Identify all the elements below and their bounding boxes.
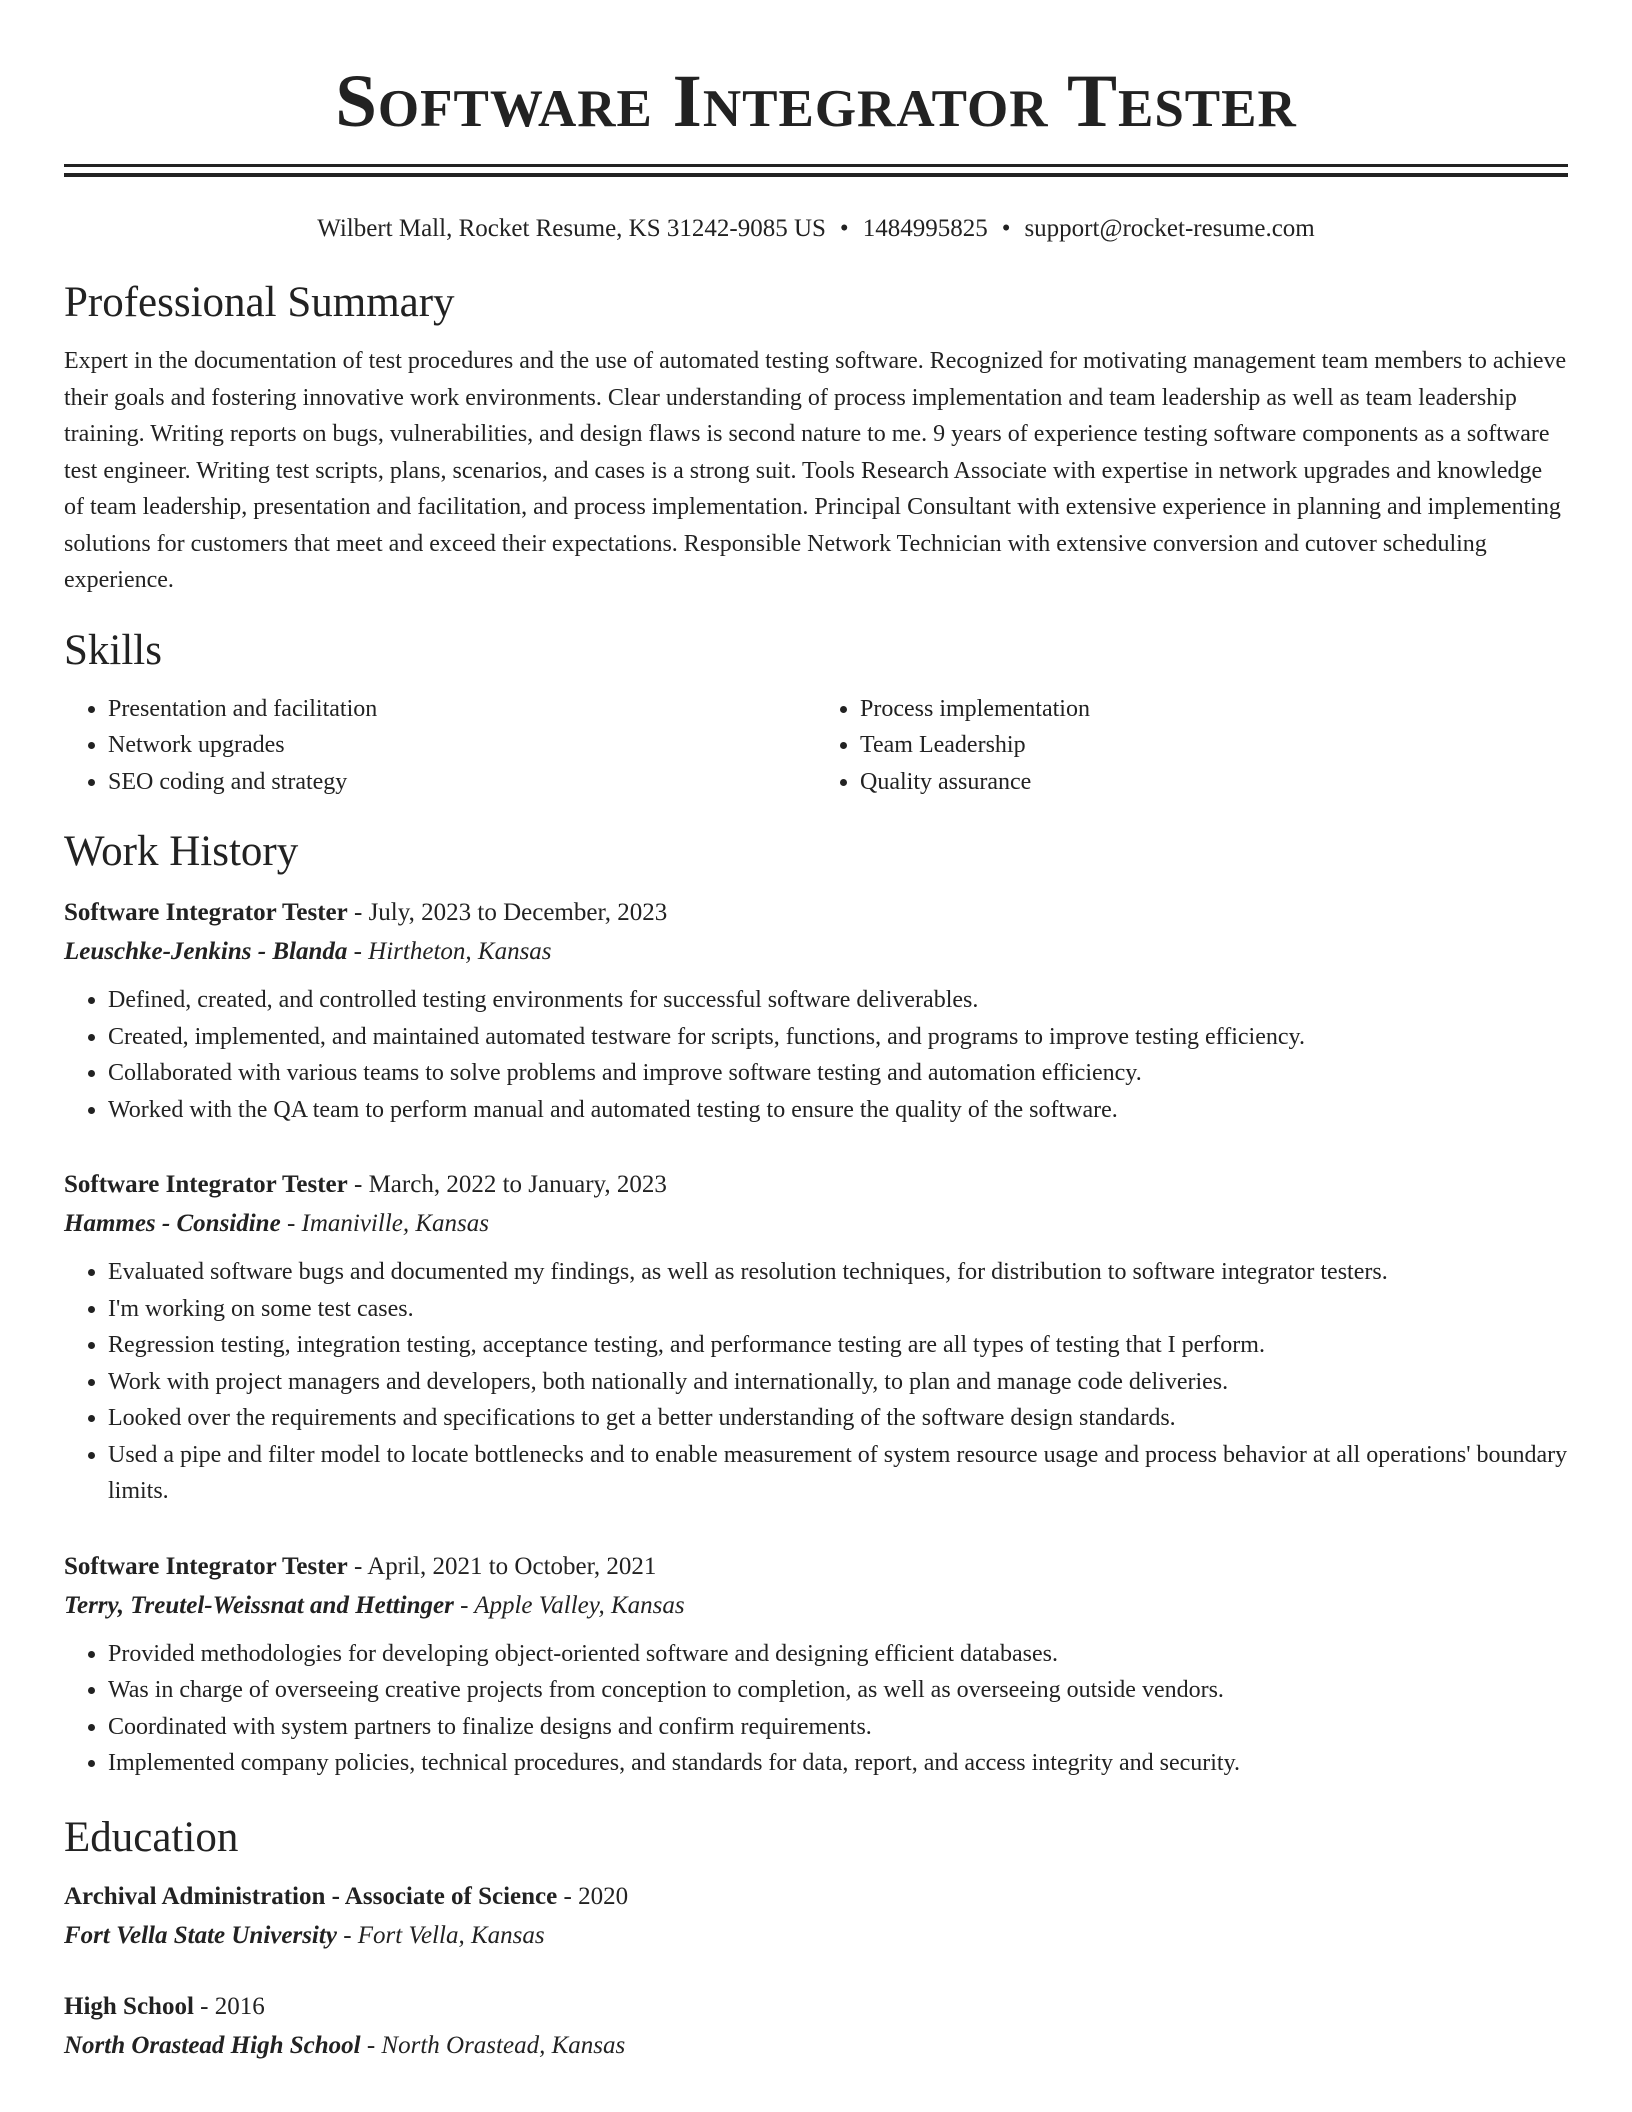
degree-line xyxy=(64,1878,1568,1916)
school-name: Fort Vella State University xyxy=(64,1921,337,1949)
job-title: Software Integrator Tester xyxy=(64,1171,348,1198)
school-line xyxy=(64,2026,1568,2066)
work-history-heading: Work History xyxy=(64,828,299,875)
job-duty: • Worked with the QA team to perform manual and automated testing to ensure the quality of the software. xyxy=(108,1092,1568,1129)
job-duties xyxy=(64,1636,1568,1782)
job-duty: • Provided methodologies for developing object-oriented software and designing efficient databases. xyxy=(108,1636,1568,1673)
company-location: - Imaniville, Kansas xyxy=(280,1210,490,1237)
skills-column-right xyxy=(816,691,1568,801)
job-dates: - April, 2021 to October, 2021 xyxy=(347,1552,657,1580)
education-entry xyxy=(64,1988,1568,2066)
summary-text: Expert in the documentation of test procedures and the use of automated testing software. Recognized for motivating management team members to achieve their goals and fostering innovative work environments. Clear understanding of process implementation and team leadership as well as team leadership training. Writing reports on bugs, vulnerabilities, and design flaws is second nature to me. 9 years of experience testing software components as a software test engineer. Writing test scripts, plans, scenarios, and cases is a strong suit. Tools Research Associate with expertise in network upgrades and knowledge of team leadership, presentation and facilitation, and process implementation. Principal Consultant with extensive experience in planning and implementing solutions for customers that meet and exceed their expectations. Responsible Network Technician with extensive conversion and cutover scheduling experience. xyxy=(64,348,1567,593)
company-location: - Hirtheton, Kansas xyxy=(347,938,552,965)
school-location: - Fort Vella, Kansas xyxy=(336,1921,545,1949)
company-name: Hammes - Considine xyxy=(64,1210,281,1237)
skills-column-left xyxy=(64,691,816,801)
job-duty: • Used a pipe and filter model to locate bottlenecks and to enable measurement of system resource usage and process behavior at all operations' boundary limits. xyxy=(108,1437,1568,1510)
skill-item: • Network upgrades xyxy=(108,727,816,764)
contact-info xyxy=(64,213,1568,245)
job-duties xyxy=(64,982,1568,1128)
company-name: Terry, Treutel-Weissnat and Hettinger xyxy=(64,1591,454,1619)
company-line xyxy=(64,1204,1568,1244)
job-title: Software Integrator Tester xyxy=(64,899,348,926)
degree-name: High School xyxy=(64,1992,194,2020)
school-line xyxy=(64,1916,1568,1956)
job-title: Software Integrator Tester xyxy=(64,1552,348,1580)
job-duty: • Coordinated with system partners to finalize designs and confirm requirements. xyxy=(108,1709,1568,1746)
contact-separator: • xyxy=(839,215,849,242)
job-duties xyxy=(64,1254,1568,1510)
summary-heading: Professional Summary xyxy=(64,279,455,326)
contact-separator: • xyxy=(1001,215,1011,242)
job-duty: • Regression testing, integration testing, acceptance testing, and performance testing are all types of testing that I perform. xyxy=(108,1327,1568,1364)
graduation-year: - 2020 xyxy=(557,1882,629,1910)
contact-phone: 1484995825 xyxy=(862,215,988,242)
skill-item: • Presentation and facilitation xyxy=(108,691,816,728)
company-line xyxy=(64,1586,1568,1626)
job-entry xyxy=(64,894,1568,1128)
education-heading: Education xyxy=(64,1813,239,1861)
skill-item: • Team Leadership xyxy=(860,727,1568,764)
resume-title: Software Integrator Tester xyxy=(335,60,1297,143)
school-name: North Orastead High School xyxy=(64,2031,361,2059)
job-duty: • Evaluated software bugs and documented my findings, as well as resolution techniques, for distribution to software integrator testers. xyxy=(108,1254,1568,1291)
skills-list xyxy=(64,691,1568,801)
job-duty: • Defined, created, and controlled testing environments for successful software deliverables. xyxy=(108,982,1568,1019)
skill-item: • Process implementation xyxy=(860,691,1568,728)
job-duty: • Implemented company policies, technical procedures, and standards for data, report, and access integrity and security. xyxy=(108,1745,1568,1782)
company-location: - Apple Valley, Kansas xyxy=(453,1591,685,1619)
contact-email[interactable]: support@rocket-resume.com xyxy=(1024,215,1315,242)
school-location: - North Orastead, Kansas xyxy=(360,2031,626,2059)
job-dates: - March, 2022 to January, 2023 xyxy=(347,1171,667,1198)
job-entry xyxy=(64,1166,1568,1510)
job-duty: • Created, implemented, and maintained automated testware for scripts, functions, and programs to improve testing efficiency. xyxy=(108,1019,1568,1056)
title-divider-top xyxy=(64,164,1568,167)
job-dates: - July, 2023 to December, 2023 xyxy=(347,899,668,926)
skill-item: • Quality assurance xyxy=(860,764,1568,801)
job-duty: • Collaborated with various teams to solve problems and improve software testing and automation efficiency. xyxy=(108,1055,1568,1092)
degree-line xyxy=(64,1988,1568,2026)
education-entry xyxy=(64,1878,1568,1956)
job-title-line xyxy=(64,1166,1568,1204)
degree-name: Archival Administration - Associate of Science xyxy=(64,1882,558,1910)
job-duty: • I'm working on some test cases. xyxy=(108,1291,1568,1328)
job-duty: • Was in charge of overseeing creative projects from conception to completion, as well as overseeing outside vendors. xyxy=(108,1672,1568,1709)
graduation-year: - 2016 xyxy=(193,1992,265,2020)
title-divider-bottom xyxy=(64,173,1568,177)
job-duty: • Work with project managers and developers, both nationally and internationally, to plan and manage code deliveries. xyxy=(108,1364,1568,1401)
company-name: Leuschke-Jenkins - Blanda xyxy=(64,938,348,965)
job-duty: • Looked over the requirements and specifications to get a better understanding of the software design standards. xyxy=(108,1400,1568,1437)
skill-item: • SEO coding and strategy xyxy=(108,764,816,801)
company-line xyxy=(64,932,1568,972)
job-title-line xyxy=(64,1548,1568,1586)
job-entry xyxy=(64,1548,1568,1782)
contact-address: Wilbert Mall, Rocket Resume, KS 31242-9085 US xyxy=(317,215,826,242)
job-title-line xyxy=(64,894,1568,932)
skills-heading: Skills xyxy=(64,626,162,674)
